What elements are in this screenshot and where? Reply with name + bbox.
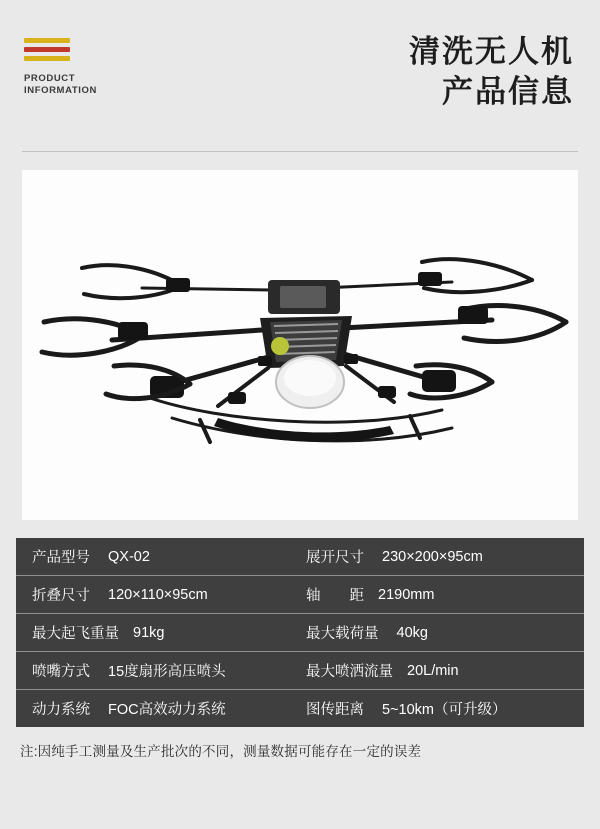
spec-cell-left	[16, 546, 300, 567]
product-photo	[22, 170, 578, 520]
table-row	[16, 614, 584, 652]
spec-cell-left	[16, 698, 300, 719]
table-row	[16, 538, 584, 576]
spec-cell-right	[300, 660, 584, 681]
spec-label: 喷嘴方式	[32, 664, 90, 680]
spec-cell-right	[300, 622, 584, 643]
table-row	[16, 690, 584, 727]
logo-bar-3	[24, 56, 70, 61]
spec-cell-right	[300, 546, 584, 567]
page-header	[0, 0, 600, 152]
spec-value: QX-02	[108, 548, 150, 565]
spec-value: 2190mm	[378, 586, 435, 603]
spec-value: 120×110×95cm	[108, 586, 208, 603]
brand-line-1: PRODUCT	[24, 73, 76, 84]
spec-value: 20L/min	[407, 662, 459, 679]
spec-cell-right	[300, 584, 584, 605]
page-title	[409, 32, 578, 112]
page-title-line-1: 清洗无人机	[409, 34, 574, 69]
spec-value: 91kg	[133, 624, 165, 641]
page-title-line-2: 产品信息	[442, 74, 574, 109]
spec-label: 轴 距	[306, 588, 364, 604]
drone-illustration	[22, 170, 578, 520]
header-divider	[22, 151, 578, 152]
spec-label: 产品型号	[32, 550, 90, 566]
brand-block	[22, 38, 97, 97]
brand-line-2: INFORMATION	[24, 85, 97, 96]
spec-label: 最大载荷量	[306, 626, 379, 642]
spec-cell-left	[16, 584, 300, 605]
spec-cell-right	[300, 698, 584, 719]
table-row	[16, 576, 584, 614]
spec-value: 40kg	[396, 624, 428, 641]
spec-label: 动力系统	[32, 702, 90, 718]
spec-label: 最大喷洒流量	[306, 664, 393, 680]
spec-value: 5~10km（可升级）	[382, 702, 507, 718]
spec-table	[16, 538, 584, 727]
spec-label: 图传距离	[306, 702, 364, 718]
logo-bar-1	[24, 38, 70, 43]
logo-bars-icon	[24, 38, 70, 61]
spec-label: 最大起飞重量	[32, 626, 119, 642]
spec-value: 15度扇形高压喷头	[108, 664, 226, 680]
spec-value: 230×200×95cm	[382, 548, 483, 565]
measurement-disclaimer: 注:因纯手工测量及生产批次的不同，测量数据可能存在一定的误差	[20, 744, 422, 759]
spec-label: 折叠尺寸	[32, 588, 90, 604]
logo-bar-2	[24, 47, 70, 52]
spec-value: FOC高效动力系统	[108, 702, 226, 718]
table-row	[16, 652, 584, 690]
spec-cell-left	[16, 660, 300, 681]
spec-label: 展开尺寸	[306, 550, 364, 566]
spec-cell-left	[16, 622, 300, 643]
